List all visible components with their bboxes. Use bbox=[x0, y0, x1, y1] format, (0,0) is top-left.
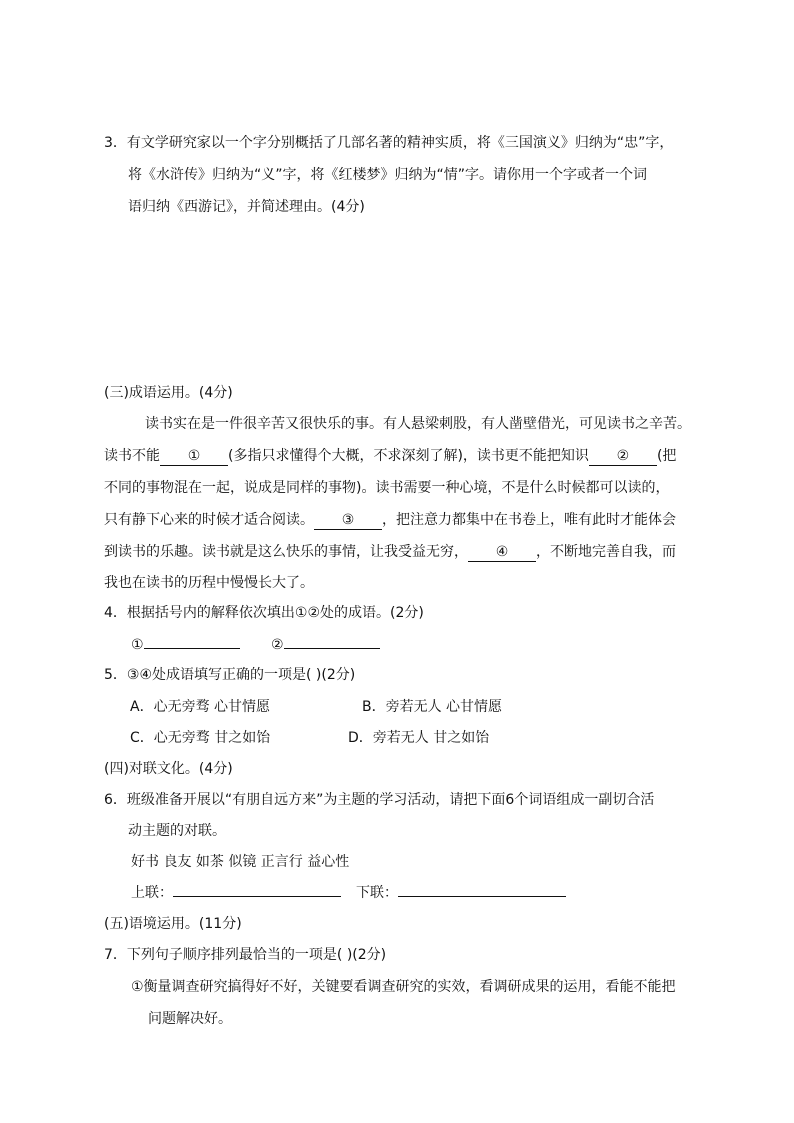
q5-option-d[interactable]: D．旁若无人 甘之如饴 bbox=[348, 730, 490, 746]
q4-answer-1 bbox=[131, 635, 240, 655]
q5-text: 5．③④处成语填写正确的一项是( )(2分) bbox=[104, 667, 356, 683]
q6-lower-couplet bbox=[356, 883, 566, 903]
text-segment: 只有静下心来的时候才适合阅读。 bbox=[104, 512, 314, 528]
q6-word-list: 好书 良友 如茶 似镜 正言行 益心性 bbox=[131, 854, 350, 870]
section3-paragraph-line-4 bbox=[104, 510, 676, 530]
lower-couplet-field[interactable] bbox=[398, 896, 566, 897]
q4-answer-2 bbox=[271, 635, 380, 655]
q7-sentence-1-line-1: ①衡量调查研究搞得好不好，关键要看调查研究的实效，看调研成果的运用，看能不能把 bbox=[131, 979, 676, 995]
text-segment: (多指只求懂得个大概，不求深刻了解)，读书更不能把知识 bbox=[228, 448, 589, 464]
section3-paragraph-line-6: 我也在读书的历程中慢慢长大了。 bbox=[104, 575, 314, 591]
answer-2-field[interactable] bbox=[284, 648, 380, 649]
q5-option-b[interactable]: B．旁若无人 心甘情愿 bbox=[362, 699, 503, 715]
section5-heading: (五)语境运用。(11分) bbox=[104, 916, 242, 932]
q5-option-a[interactable]: A．心无旁骛 心甘情愿 bbox=[130, 699, 271, 715]
text-segment: (把 bbox=[656, 448, 677, 464]
q3-line-3: 语归纳《西游记》，并简述理由。(4分) bbox=[128, 199, 365, 215]
text-segment: 读书不能 bbox=[104, 448, 160, 464]
blank-1[interactable]: ① bbox=[160, 447, 228, 466]
blank-2[interactable]: ② bbox=[589, 447, 657, 466]
q6-line-2: 动主题的对联。 bbox=[128, 823, 226, 839]
q5-option-c[interactable]: C．心无旁骛 甘之如饴 bbox=[130, 730, 271, 746]
q6-upper-couplet bbox=[131, 883, 341, 903]
section4-heading: (四)对联文化。(4分) bbox=[104, 761, 233, 777]
text-segment: ，不断地完善自我，而 bbox=[536, 544, 676, 560]
blank-3[interactable]: ③ bbox=[314, 511, 382, 530]
q4-text: 4．根据括号内的解释依次填出①②处的成语。(2分) bbox=[104, 605, 424, 621]
lower-couplet-label: 下联： bbox=[356, 885, 398, 901]
section3-heading: (三)成语运用。(4分) bbox=[104, 385, 233, 401]
q3-line-2: 将《水浒传》归纳为“义”字，将《红楼梦》归纳为“情”字。请你用一个字或者一个词 bbox=[128, 167, 648, 183]
upper-couplet-field[interactable] bbox=[173, 896, 341, 897]
upper-couplet-label: 上联： bbox=[131, 885, 173, 901]
q3-line-1: 3．有文学研究家以一个字分别概括了几部名著的精神实质，将《三国演义》归纳为“忠”字， bbox=[104, 135, 674, 151]
section3-paragraph-line-3: 不同的事物混在一起，说成是同样的事物)。读书需要一种心境，不是什么时候都可以读的， bbox=[104, 480, 670, 496]
section3-paragraph-line-2 bbox=[104, 446, 676, 466]
answer-1-label: ① bbox=[131, 637, 144, 653]
section3-paragraph-line-5 bbox=[104, 542, 676, 562]
text-segment: ，把注意力都集中在书卷上，唯有此时才能体会 bbox=[382, 512, 676, 528]
section3-paragraph-line-1: 读书实在是一件很辛苦又很快乐的事。有人悬梁刺股，有人凿壁借光，可见读书之辛苦。 bbox=[145, 416, 691, 432]
q7-sentence-1-line-2: 问题解决好。 bbox=[148, 1011, 232, 1027]
blank-4[interactable]: ④ bbox=[468, 543, 536, 562]
q7-text: 7．下列句子顺序排列最恰当的一项是( )(2分) bbox=[104, 947, 387, 963]
answer-1-field[interactable] bbox=[144, 648, 240, 649]
text-segment: 到读书的乐趣。读书就是这么快乐的事情，让我受益无穷， bbox=[104, 544, 468, 560]
answer-2-label: ② bbox=[271, 637, 284, 653]
q6-line-1: 6．班级准备开展以“有朋自远方来”为主题的学习活动，请把下面6个词语组成一副切合活 bbox=[104, 792, 655, 808]
